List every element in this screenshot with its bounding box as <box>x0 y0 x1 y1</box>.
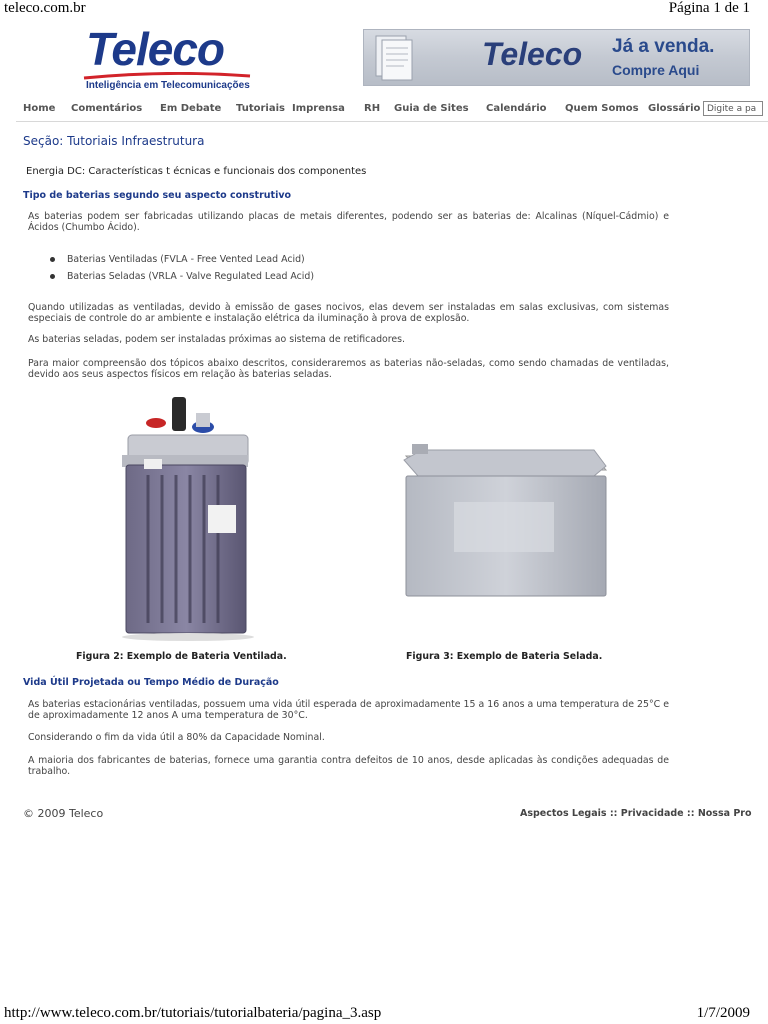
link-nossa-pro[interactable]: Nossa Pro <box>697 808 752 819</box>
paragraph-battery-plates: As baterias podem ser fabricadas utilizando placas de metais diferentes, podendo ser as baterias de: Alcalinas (Níquel-Cádmio) e Ácidos (Chumbo Ácido). <box>28 211 669 233</box>
figure-3-caption: Figura 3: Exemplo de Bateria Selada. <box>406 651 603 662</box>
ad-banner[interactable] <box>363 29 750 86</box>
figure-2-caption: Figura 2: Exemplo de Bateria Ventilada. <box>76 651 287 662</box>
list-item <box>48 271 314 288</box>
paragraph-end-of-life: Considerando o fim da vida útil a 80% da Capacidade Nominal. <box>28 732 325 743</box>
battery-type-list <box>48 254 314 288</box>
print-footer <box>0 1005 768 1023</box>
list-item <box>48 254 314 271</box>
logo-swoosh-icon <box>82 72 252 80</box>
link-privacidade[interactable]: Privacidade <box>620 808 684 819</box>
print-footer-date: 1/7/2009 <box>696 1005 750 1021</box>
banner-logo: Teleco <box>482 36 583 72</box>
heading-useful-life: Vida Útil Projetada ou Tempo Médio de Duração <box>23 677 279 688</box>
main-nav <box>0 100 768 120</box>
print-header <box>0 0 768 18</box>
banner-line-2: Compre Aqui <box>612 62 700 78</box>
nav-rh[interactable]: RH <box>364 103 381 114</box>
article-subtitle: Energia DC: Características t écnicas e funcionais dos componentes <box>26 166 367 177</box>
copyright: © 2009 Teleco <box>23 807 104 820</box>
paragraph-comprehension: Para maior compreensão dos tópicos abaixo descritos, consideraremos as baterias não-seladas, como sendo chamadas de ventiladas, devido aos seus aspectos físicos em relação às baterias seladas. <box>28 358 669 380</box>
nav-imprensa[interactable]: Imprensa <box>292 103 345 114</box>
search-input[interactable] <box>703 101 763 116</box>
heading-battery-types: Tipo de baterias segundo seu aspecto construtivo <box>23 190 292 201</box>
paragraph-life-expectancy: As baterias estacionárias ventiladas, possuem uma vida útil esperada de aproximadamente 15 a 16 anos a uma temperatura de 25°C e de aproximadamente 12 anos A uma temperatura de 30°C. <box>28 699 669 721</box>
logo-tagline: Inteligência em Telecomunicações <box>86 80 250 91</box>
bullet-icon <box>50 257 55 262</box>
nav-em-debate[interactable]: Em Debate <box>160 103 222 114</box>
nav-comentarios[interactable]: Comentários <box>71 103 143 114</box>
nav-home[interactable]: Home <box>23 103 56 114</box>
list-item-text: Baterias Seladas (VRLA - Valve Regulated Lead Acid) <box>67 271 315 282</box>
link-separator: :: <box>683 808 698 819</box>
vented-battery-image <box>108 393 258 641</box>
nav-tutoriais[interactable]: Tutoriais <box>236 103 285 114</box>
print-header-page: Página 1 de 1 <box>668 0 750 16</box>
banner-line-1: Já a venda. <box>612 36 715 57</box>
paragraph-sealed: As baterias seladas, podem ser instaladas próximas ao sistema de retificadores. <box>28 334 406 345</box>
nav-guia-de-sites[interactable]: Guia de Sites <box>394 103 469 114</box>
sealed-battery-image <box>398 432 613 604</box>
teleco-logo[interactable] <box>80 22 260 92</box>
nav-glossario[interactable]: Glossário <box>648 103 701 114</box>
paragraph-warranty: A maioria dos fabricantes de baterias, fornece uma garantia contra defeitos de 10 anos, desde aplicadas às condições adequadas de trabalho. <box>28 755 669 777</box>
footer-links <box>520 808 768 819</box>
nav-calendario[interactable]: Calendário <box>486 103 547 114</box>
paragraph-ventilated: Quando utilizadas as ventiladas, devido à emissão de gases nocivos, elas devem ser instaladas em salas exclusivas, com sistemas especiais de controle do ar ambiente e instalação elétrica da iluminação à prova de explosão. <box>28 302 669 324</box>
nav-divider <box>16 121 768 122</box>
print-header-site: teleco.com.br <box>4 0 86 16</box>
bullet-icon <box>50 274 55 279</box>
link-aspectos-legais[interactable]: Aspectos Legais <box>520 808 607 819</box>
document-stack-icon <box>368 32 438 84</box>
list-item-text: Baterias Ventiladas (FVLA - Free Vented Lead Acid) <box>67 254 305 265</box>
nav-quem-somos[interactable]: Quem Somos <box>565 103 639 114</box>
print-footer-url: http://www.teleco.com.br/tutoriais/tutorialbateria/pagina_3.asp <box>4 1005 382 1021</box>
link-separator: :: <box>606 808 621 819</box>
logo-wordmark: Teleco <box>86 23 225 75</box>
section-title: Seção: Tutoriais Infraestrutura <box>23 134 205 148</box>
